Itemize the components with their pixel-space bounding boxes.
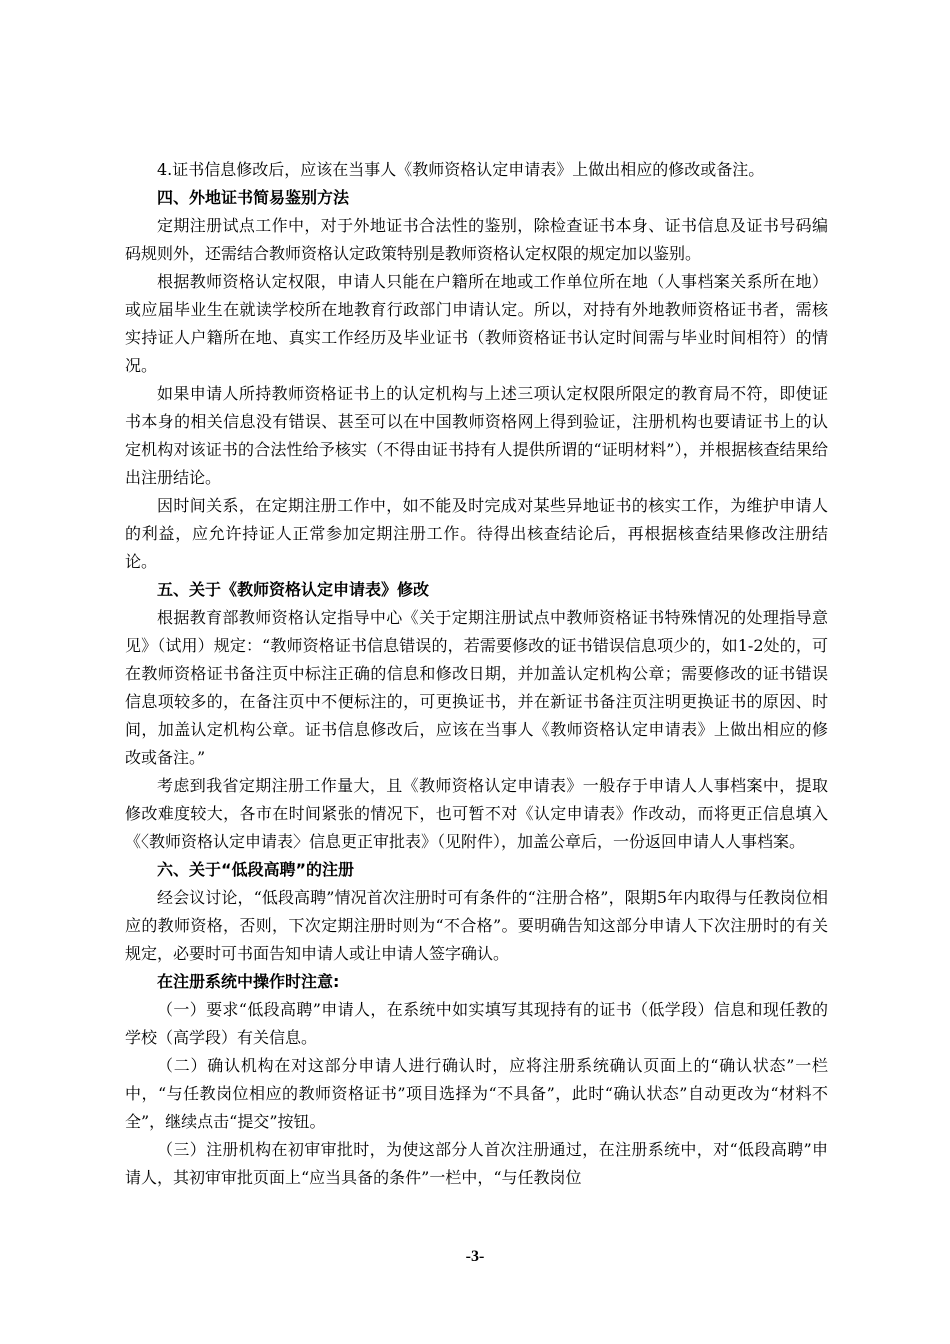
paragraph: 定期注册试点工作中，对于外地证书合法性的鉴别，除检查证书本身、证书信息及证书号码编码规则外，还需结合教师资格认定政策特别是教师资格认定权限的规定加以鉴别。 — [125, 216, 828, 263]
paragraph: 如果申请人所持教师资格证书上的认定机构与上述三项认定权限所限定的教育局不符，即使证书本身的相关信息没有错误、甚至可以在中国教师资格网上得到验证，注册机构也要请证书上的认定机构对该证书的合法性给予核实（不得由证书持有人提供所谓的“证明材料”），并根据核查结果给出注册结论。 — [125, 384, 828, 487]
document-body — [125, 156, 828, 1192]
section-heading-5: 五、关于《教师资格认定申请表》修改 — [157, 580, 430, 599]
paragraph: 考虑到我省定期注册工作量大，且《教师资格认定申请表》一般存于申请人人事档案中，提取修改难度较大，各市在时间紧张的情况下，也可暂不对《认定申请表》作改动，而将更正信息填入《〈教师资格认定申请表〉信息更正审批表》（见附件），加盖公章后，一份返回申请人人事档案。 — [125, 776, 828, 851]
paragraph-item-2: （二）确认机构在对这部分申请人进行确认时，应将注册系统确认页面上的“确认状态”一栏中，“与任教岗位相应的教师资格证书”项目选择为“不具备”，此时“确认状态”自动更改为“材料不全”，继续点击“提交”按钮。 — [125, 1056, 828, 1131]
page-number: -3- — [465, 1248, 485, 1265]
paragraph: 根据教育部教师资格认定指导中心《关于定期注册试点中教师资格证书特殊情况的处理指导意见》（试用）规定：“教师资格证书信息错误的，若需要修改的证书错误信息项少的，如1-2处的，可在教师资格证书备注页中标注正确的信息和修改日期，并加盖认定机构公章；需要修改的证书错误信息项较多的，在备注页中不便标注的，可更换证书，并在新证书备注页注明更换证书的原因、时间，加盖认定机构公章。证书信息修改后，应该在当事人《教师资格认定申请表》上做出相应的修改或备注。” — [125, 608, 828, 767]
paragraph: 经会议讨论，“低段高聘”情况首次注册时可有条件的“注册合格”，限期5年内取得与任教岗位相应的教师资格，否则，下次定期注册时则为“不合格”。要明确告知这部分申请人下次注册时的有关规定，必要时可书面告知申请人或让申请人签字确认。 — [125, 888, 828, 963]
section-heading-4: 四、外地证书简易鉴别方法 — [157, 188, 350, 207]
paragraph: 根据教师资格认定权限，申请人只能在户籍所在地或工作单位所在地（人事档案关系所在地）或应届毕业生在就读学校所在地教育行政部门申请认定。所以，对持有外地教师资格证书者，需核实持证人户籍所在地、真实工作经历及毕业证书（教师资格证书认定时间需与毕业时间相符）的情况。 — [125, 272, 828, 375]
section-heading-6: 六、关于“低段高聘”的注册 — [157, 860, 355, 879]
paragraph-item-3: （三）注册机构在初审审批时，为使这部分人首次注册通过，在注册系统中，对“低段高聘”申请人，其初审审批页面上“应当具备的条件”一栏中，“与任教岗位 — [125, 1140, 828, 1187]
paragraph-item-1: （一）要求“低段高聘”申请人，在系统中如实填写其现持有的证书（低学段）信息和现任教的学校（高学段）有关信息。 — [125, 1000, 828, 1047]
paragraph-note-4: 4.证书信息修改后，应该在当事人《教师资格认定申请表》上做出相应的修改或备注。 — [157, 160, 765, 179]
paragraph: 因时间关系，在定期注册工作中，如不能及时完成对某些异地证书的核实工作，为维护申请人的利益，应允许持证人正常参加定期注册工作。待得出核查结论后，再根据核查结果修改注册结论。 — [125, 496, 828, 571]
subheading-system-notes: 在注册系统中操作时注意: — [157, 972, 340, 991]
